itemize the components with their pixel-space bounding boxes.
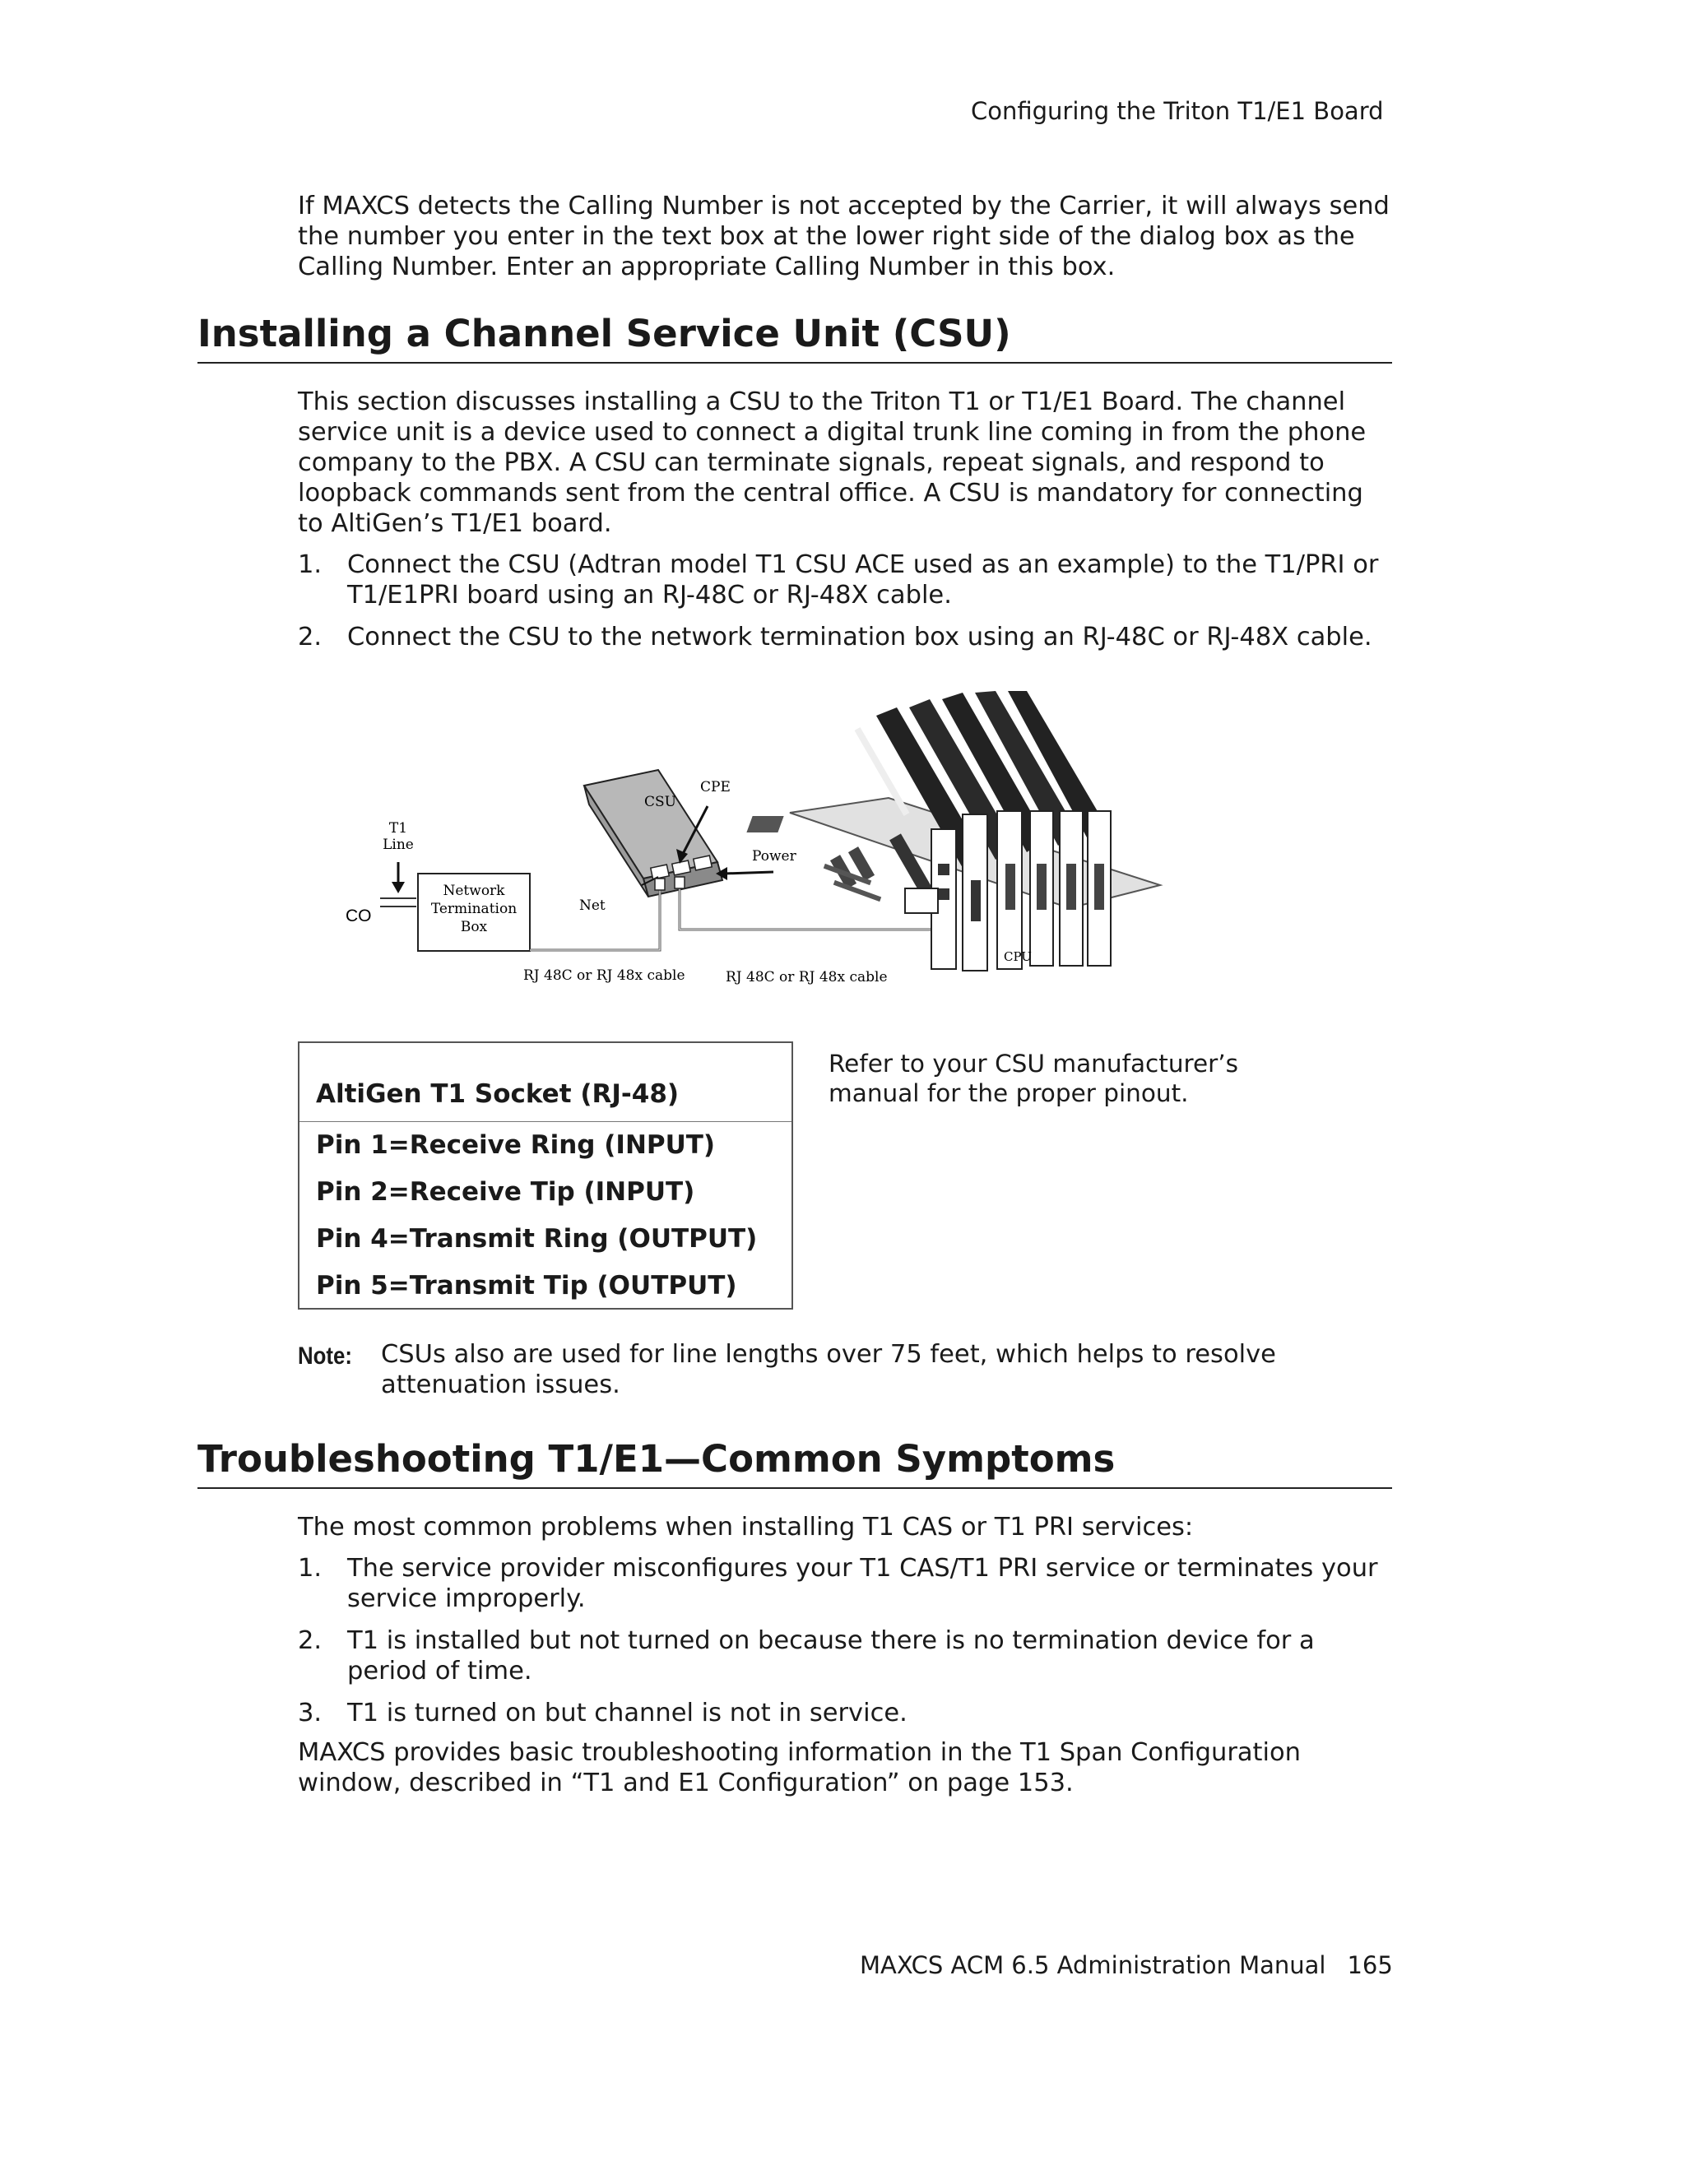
- troubleshooting-steps-list: [298, 1553, 1392, 1728]
- troubleshooting-closing: MAXCS provides basic troubleshooting information in the T1 Span Configuration window, described in “T1 and E1 Configuration” on page 153.: [298, 1738, 1301, 1797]
- t1-line-label: T1: [388, 820, 408, 837]
- pinout-side-note: Refer to your CSU manufacturer’s manual for the proper pinout.: [829, 1050, 1239, 1107]
- cable-label-left: RJ 48C or RJ 48x cable: [523, 967, 685, 984]
- running-header: Configuring the Triton T1/E1 Board: [971, 97, 1384, 125]
- list-item: [298, 1553, 1392, 1614]
- list-item: [298, 1698, 1392, 1728]
- cpe-label: CPE: [700, 779, 731, 795]
- step-text: Connect the CSU to the network termination box using an RJ-48C or RJ-48X cable.: [347, 623, 1372, 651]
- step-number: 3.: [298, 1699, 323, 1727]
- co-label: CO: [346, 907, 372, 925]
- pin-table-row: Pin 4=Transmit Ring (OUTPUT): [316, 1224, 758, 1254]
- note-label: Note:: [298, 1342, 352, 1370]
- csu-label: CSU: [644, 794, 676, 810]
- troubleshooting-intro: The most common problems when installing T1 CAS or T1 PRI services:: [298, 1513, 1194, 1542]
- net-label: Net: [579, 897, 606, 914]
- step-text: Connect the CSU (Adtran model T1 CSU ACE used as an example) to the T1/PRI or T1/E1PRI board using an RJ-48C or RJ-48X cable.: [347, 550, 1379, 610]
- t1-line-label: Line: [383, 837, 414, 853]
- network-box-label: Termination: [430, 901, 518, 917]
- cpu-label: CPU: [1004, 949, 1032, 964]
- pin-table-row: Pin 1=Receive Ring (INPUT): [316, 1130, 716, 1160]
- step-number: 1.: [298, 550, 323, 579]
- note-text: CSUs also are used for line lengths over 75 feet, which helps to resolve attenuation issues.: [381, 1340, 1276, 1399]
- csu-paragraph: This section discusses installing a CSU to the Triton T1 or T1/E1 Board. The channel service unit is a device used to connect a digital trunk line coming in from the phone company to the PBX. A CSU can terminate signals, repeat signals, and respond to loopback commands sent from the central office. A CSU is mandatory for connecting to AltiGen’s T1/E1 board.: [298, 387, 1367, 538]
- list-item: [298, 549, 1392, 610]
- list-item: [298, 1625, 1392, 1686]
- intro-paragraph: If MAXCS detects the Calling Number is not accepted by the Carrier, it will always send the number you enter in the text box at the lower right side of the dialog box as the Calling Number. Enter an appropriate Calling Number in this box.: [298, 192, 1390, 281]
- csu-connection-diagram: [329, 691, 1185, 995]
- page-number: 165: [1347, 1951, 1393, 1979]
- step-text: T1 is turned on but channel is not in service.: [347, 1699, 907, 1727]
- step-number: 2.: [298, 1626, 323, 1655]
- network-box-label: Box: [460, 919, 488, 935]
- step-number: 2.: [298, 623, 323, 651]
- step-text: The service provider misconfigures your T1 CAS/T1 PRI service or terminates your service improperly.: [347, 1554, 1378, 1613]
- pin-table-row: Pin 5=Transmit Tip (OUTPUT): [316, 1271, 737, 1301]
- csu-steps-list: [298, 549, 1392, 652]
- pin-table-row: Pin 2=Receive Tip (INPUT): [316, 1177, 695, 1207]
- network-box-label: Network: [443, 883, 505, 899]
- section-heading-csu: Installing a Channel Service Unit (CSU): [197, 311, 1392, 364]
- pin-table: [298, 1041, 793, 1310]
- step-text: T1 is installed but not turned on because there is no termination device for a period of time.: [347, 1626, 1315, 1686]
- page-footer: [860, 1951, 1393, 1979]
- step-number: 1.: [298, 1554, 323, 1583]
- footer-manual-title: MAXCS ACM 6.5 Administration Manual: [860, 1951, 1326, 1979]
- pin-table-header: AltiGen T1 Socket (RJ-48): [299, 1043, 791, 1122]
- section-heading-troubleshooting: Troubleshooting T1/E1—Common Symptoms: [197, 1436, 1392, 1489]
- list-item: [298, 622, 1392, 652]
- power-label: Power: [752, 848, 796, 865]
- cable-label-right: RJ 48C or RJ 48x cable: [726, 969, 888, 985]
